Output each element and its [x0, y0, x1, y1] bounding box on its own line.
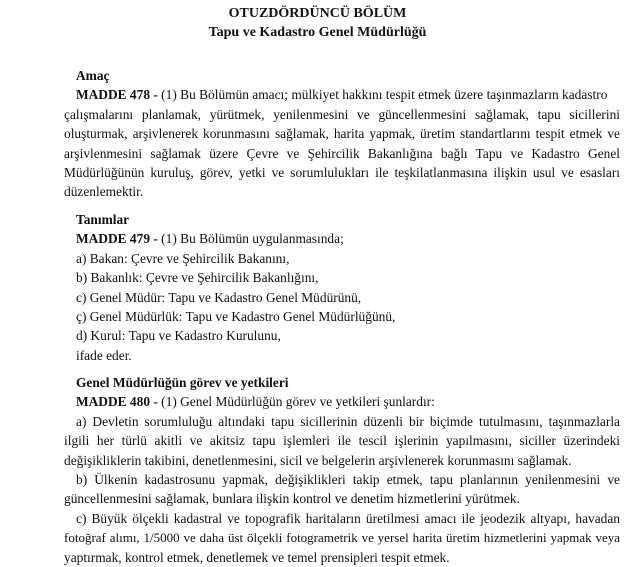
definition-closing: ifade eder.	[76, 347, 132, 363]
paragraph-line: güncellenmesini sağlamak, bunlara ilişkin kontrol ve denetim hizmetlerini yürütmek.	[64, 491, 520, 507]
paragraph-line: a) Devletin sorumluluğu altındaki tapu sicillerinin düzenli bir biçimde tutulmasını, taşınmazlarla	[76, 413, 620, 429]
section-heading: Tanımlar	[76, 212, 130, 227]
section-heading: Amaç	[76, 68, 110, 83]
chapter-subtitle: Tapu ve Kadastro Genel Müdürlüğü	[208, 25, 427, 40]
paragraph-line: b) Ülkenin kadastrosunu yapmak, değişiklikleri takip etmek, tapu planlarının yenilenmesini ve	[76, 472, 620, 488]
article-number: MADDE 480 -	[76, 394, 158, 410]
article-text: (1) Genel Müdürlüğün görev ve yetkileri şunlardır:	[157, 394, 435, 410]
definition-item: d) Kurul: Tapu ve Kadastro Kurulunu,	[76, 328, 281, 344]
section-gorev-yetkiler	[64, 373, 620, 567]
chapter-title: OTUZDÖRDÜNCÜ BÖLÜM	[228, 6, 407, 21]
article-number: MADDE 478 -	[76, 87, 158, 103]
article-first-line	[76, 85, 620, 104]
paragraph-line: yaptırmak, kontrol etmek, denetlemek ve temel prensipleri tespit etmek.	[64, 549, 450, 565]
paragraph-line: ilgili her türlü akitli ve akitsiz tapu işlemleri ile tescil işlerinin yapılmasını, siciller üzerindeki	[64, 433, 620, 449]
paragraph-line: fotoğraf alımı, 1/5000 ve daha üst ölçekli fotogrametrik ve yersel harita üretim hizmetlerini yapmak veya	[64, 530, 620, 546]
article-text: (1) Bu Bölümün amacı; mülkiyet hakkını tespit etmek üzere taşınmazların kadastro	[157, 87, 608, 103]
definition-item: b) Bakanlık: Çevre ve Şehircilik Bakanlığını,	[76, 270, 319, 286]
article-number: MADDE 479 -	[76, 231, 158, 247]
definition-item: ç) Genel Müdürlük: Tapu ve Kadastro Genel Müdürlüğünü,	[76, 309, 396, 325]
paragraph-line: c) Büyük ölçekli kadastral ve topografik haritaların üretilmesi amacı ile jeodezik altyapı, havadan	[76, 510, 620, 526]
section-heading: Genel Müdürlüğün görev ve yetkileri	[76, 375, 289, 390]
paragraph-line: oluşturmak, arşivlenerek korunmasını sağlamak, harita yapmak, üretim standartlarını tespit etmek ve	[64, 126, 620, 142]
paragraph-line: Müdürlüğünün kuruluş, görev, yetki ve sorumlulukları ile teşkilatlanmasına ilişkin usul ve esasları	[64, 165, 620, 181]
article-first-line	[76, 392, 620, 411]
paragraph-line: değişikliklerin takibini, denetlenmesini, sicil ve belgelerin arşivlenerek korunmasını sağlamak.	[64, 452, 572, 468]
paragraph-line: düzenlemektir.	[64, 184, 144, 200]
definition-item: c) Genel Müdür: Tapu ve Kadastro Genel Müdürünü,	[76, 289, 362, 305]
section-tanimlar	[64, 210, 620, 365]
paragraph-line: çalışmalarını planlamak, yürütmek, yenilenmesini ve güncellenmesini sağlamak, tapu sicillerini	[64, 106, 620, 122]
section-amac	[64, 66, 620, 202]
paragraph-line: arşivlenmesini sağlamak üzere Çevre ve Şehircilik Bakanlığına bağlı Tapu ve Kadastro Genel	[64, 145, 620, 161]
article-text: (1) Bu Bölümün uygulanmasında;	[157, 231, 344, 247]
article-first-line	[76, 229, 620, 248]
definition-item: a) Bakan: Çevre ve Şehircilik Bakanını,	[76, 250, 290, 266]
